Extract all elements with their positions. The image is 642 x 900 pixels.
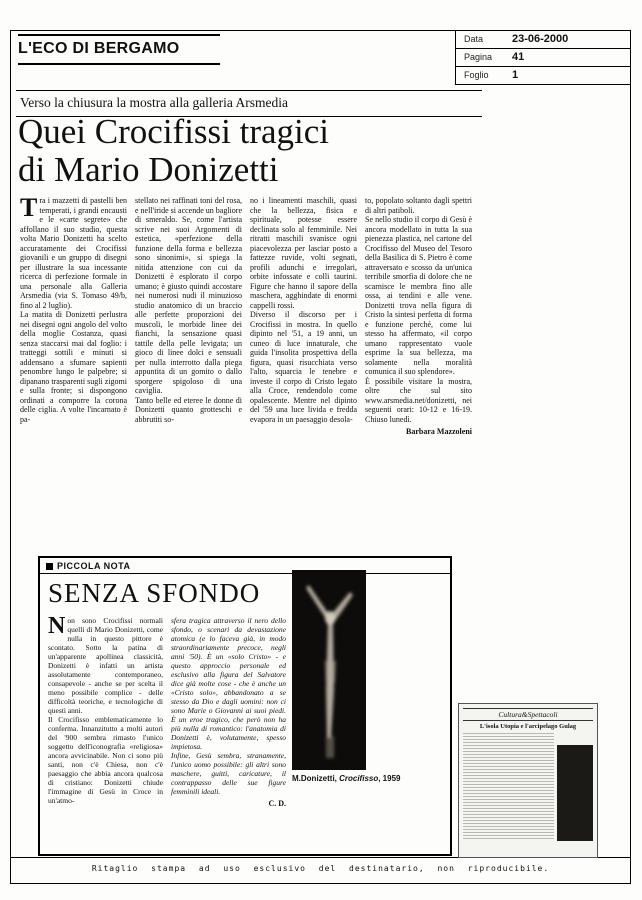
related-clipping-thumbnail: [458, 703, 598, 858]
note-column-1-text: on sono Crocifissi normali quelli di Mario Donizetti, come nulla in questo pittore è scontato. Sotto la patina di un'apparente apollinea classicità, Donizetti è infatti un artista assolutamente contemporaneo, consapevole - anche se per scelta il meno possibile complice - delle difficoltà teoriche, e tecnologiche di questi anni. Il Crocifisso emblematicamente lo conferma. Innanzitutto a molti autori del '900 sembra rimasto l'unico soggetto dell'iconografia «religiosa» ancora avvicinabile. Non ci sono più santi, non c'è Chiesa, non c'è paesaggio che abbia ancora qualcosa di cristiano: Donizetti chiude l'immagine di Gesù in Croce in un'atmo-: [48, 616, 163, 805]
meta-label-page: Pagina: [464, 52, 493, 62]
headline-line-2: di Mario Donizetti: [18, 150, 279, 189]
caption-artist: M.Donizetti,: [292, 774, 340, 783]
article-column-4: [365, 196, 472, 546]
article-byline: Barbara Mazzoleni: [406, 427, 472, 436]
note-body-columns: [48, 616, 286, 846]
article-headline: [18, 113, 478, 189]
meta-value-sheet: 1: [512, 69, 519, 81]
thumbnail-section-header: Cultura&Spettacoli: [463, 708, 593, 721]
note-label: PICCOLA NOTA: [57, 561, 131, 571]
note-column-2: [171, 616, 286, 846]
meta-row-page: [456, 49, 630, 67]
meta-label-sheet: Foglio: [464, 70, 489, 80]
newspaper-masthead: L'ECO DI BERGAMO: [18, 34, 220, 65]
crucifix-figure-art: [292, 570, 366, 770]
caption-year: , 1959: [378, 774, 401, 783]
article-column-3-text: no i lineamenti maschili, quasi che la bellezza, fisica e spirituale, potesse essere declinata solo al femminile. Nei ritratti maschili svanisce ogni piacevolezza per lasciar posto a fattezze ruvide, volti segnati, profili adunchi e irregolari, orbite infossate e colli taurini. Figure che hanno il sapore della maschera, agghindate di enormi cappelli rossi. Diverso il discorso per i Crocifissi in mostra. In quello dipinto nel '51, a 19 anni, un cuneo di luce innaturale, che guida l'insolita prospettiva della figura, quasi risucchiata verso l'alto, squarcia le tenebre e investe il corpo di Cristo legato alla Croce, rendendolo come opalescente. Mentre nel dipinto del '59 una luce livida e fredda evapora in un paesaggio desola-: [250, 196, 357, 424]
article-column-3: [250, 196, 357, 546]
meta-value-page: 41: [512, 51, 525, 63]
article-column-1: [20, 196, 127, 546]
note-title: SENZA SFONDO: [48, 578, 261, 608]
thumbnail-headline: L'isola Utopia e l'arcipelago Gulag: [479, 723, 577, 730]
article-kicker: Verso la chiusura la mostra alla galleria Arsmedia: [20, 95, 289, 110]
article-column-4-text: to, popolato soltanto dagli spettri di altri patiboli. Se nello studio il corpo di Gesù è ancora modellato in tutta la sua pienezza plastica, nel cartone del Crocifisso del Museo del Tesoro della Basilica di S. Pietro è come attraversato e scosso da un'unica terribile smorfia di dolore che ne scarnisce le membra fino alle ossa, ai tendini e alle vene. Donizetti trova nella figura di Cristo la sintesi perfetta di forma e funzione perché, come lui stesso ha affermato, «il corpo umano rappresentato vuole esprime la sua bellezza, ma solamente nella moralità comunica il suo splendore». È possibile visitare la mostra, oltre che sul sito www.arsmedia.net/donizetti, nei seguenti orari: 10-12 e 16-19. Chiuso lunedì.: [365, 196, 472, 424]
thumbnail-text-block: [463, 733, 554, 841]
thumbnail-body: [463, 733, 593, 841]
meta-label-date: Data: [464, 34, 484, 44]
crucifix-photo: [292, 570, 366, 770]
meta-row-date: [456, 31, 630, 49]
square-bullet-icon: [46, 563, 53, 570]
headline-line-1: Quei Crocifissi tragici: [18, 112, 330, 151]
thumbnail-photo-block: [557, 745, 593, 841]
footer-disclaimer: Ritaglio stampa ad uso esclusivo del destinatario, non riproducibile.: [91, 864, 550, 873]
sidebar-note-box: [38, 556, 452, 856]
meta-value-date: 23-06-2000: [512, 33, 569, 45]
article-body-columns: [20, 196, 472, 546]
article-dropcap: T: [20, 196, 38, 222]
note-column-2-text: sfera tragica attraverso il nero dello sfondo, o scenari da devastazione atomica (e lo faceva già, in modo straordinariamente precoce, negli anni '50). È un «solo Cristo» - e questo approccio personale ed esclusivo alla figura del Salvatore dice già molte cose - che è anche un «Cristo solo», abbandonato a se stesso da Dio e dagli uomini: non ci sono Marie o Giovanni ai suoi piedi. È un eroe tragico, che però non ha più nulla di romantico: l'anatomia di Donizetti è, volutamente, spesso impietosa. Infine, Gesù sembra, stranamente, l'unico uomo possibile: gli altri sono maschere, guitti, caricature, il contrappasso delle sue figure femminili ideali.: [171, 616, 286, 796]
caption-artwork-title: Crocifisso: [339, 774, 379, 783]
article-column-1-text: ra i mazzetti di pastelli ben temperati, i grandi encausti e le «carte segrete» che affollano il suo studio, questa volta Mario Donizetti ha scelto accuratamente dei Crocifissi giovanili e un gruppo di disegni per illustrare la sua incessante ricerca di perfezione formale in una personale alla Galleria Arsmedia (via S. Tomaso 49/b, fino al 2 luglio). La matita di Donizetti perlustra nei disegni ogni angolo del volto della moglie Costanza, quasi senza staccarsi mai dal foglio: i tratteggi sottili e minuti si addensano a sfumare sapienti penombre lungo le palpebre; si dipanano trasparenti sugli zigomi e sulla fronte; si dispongono ordinati a comporre la corona delle ciglia. A volte l'incarnato è pa-: [20, 196, 127, 424]
note-column-1: [48, 616, 163, 846]
note-header-bar: [40, 558, 450, 574]
clipping-meta-box: [455, 31, 630, 85]
article-column-2: [135, 196, 242, 546]
note-signature: C. D.: [268, 799, 286, 808]
meta-row-sheet: [456, 67, 630, 85]
photo-caption: [292, 774, 444, 783]
note-dropcap: N: [48, 616, 66, 639]
article-column-2-text: stellato nei raffinati toni del rosa, e nell'iride si accende un bagliore di smeraldo. Se, come l'artista scrive nei suoi Argomenti di estetica, «perfezione della funzione della forma e bellezza sono sinonimi», si spiega la nitida attenzione con cui da Donizetti è esplorato il corpo umano; è giusto quindi accostare nei numerosi nudi il minuzioso studio anatomico di un braccio alle perfette proporzioni dei muscoli, le morbide linee dei fianchi, la sensazione quasi tattile della pelle levigata; un gioco di linee dolci e sensuali per nulla interrotto dalla piega appuntita di un gomito o dallo sporgere spigoloso di una caviglia. Tanto belle ed eteree le donne di Donizetti quanto grotteschi e abbrutiti so-: [135, 196, 242, 424]
